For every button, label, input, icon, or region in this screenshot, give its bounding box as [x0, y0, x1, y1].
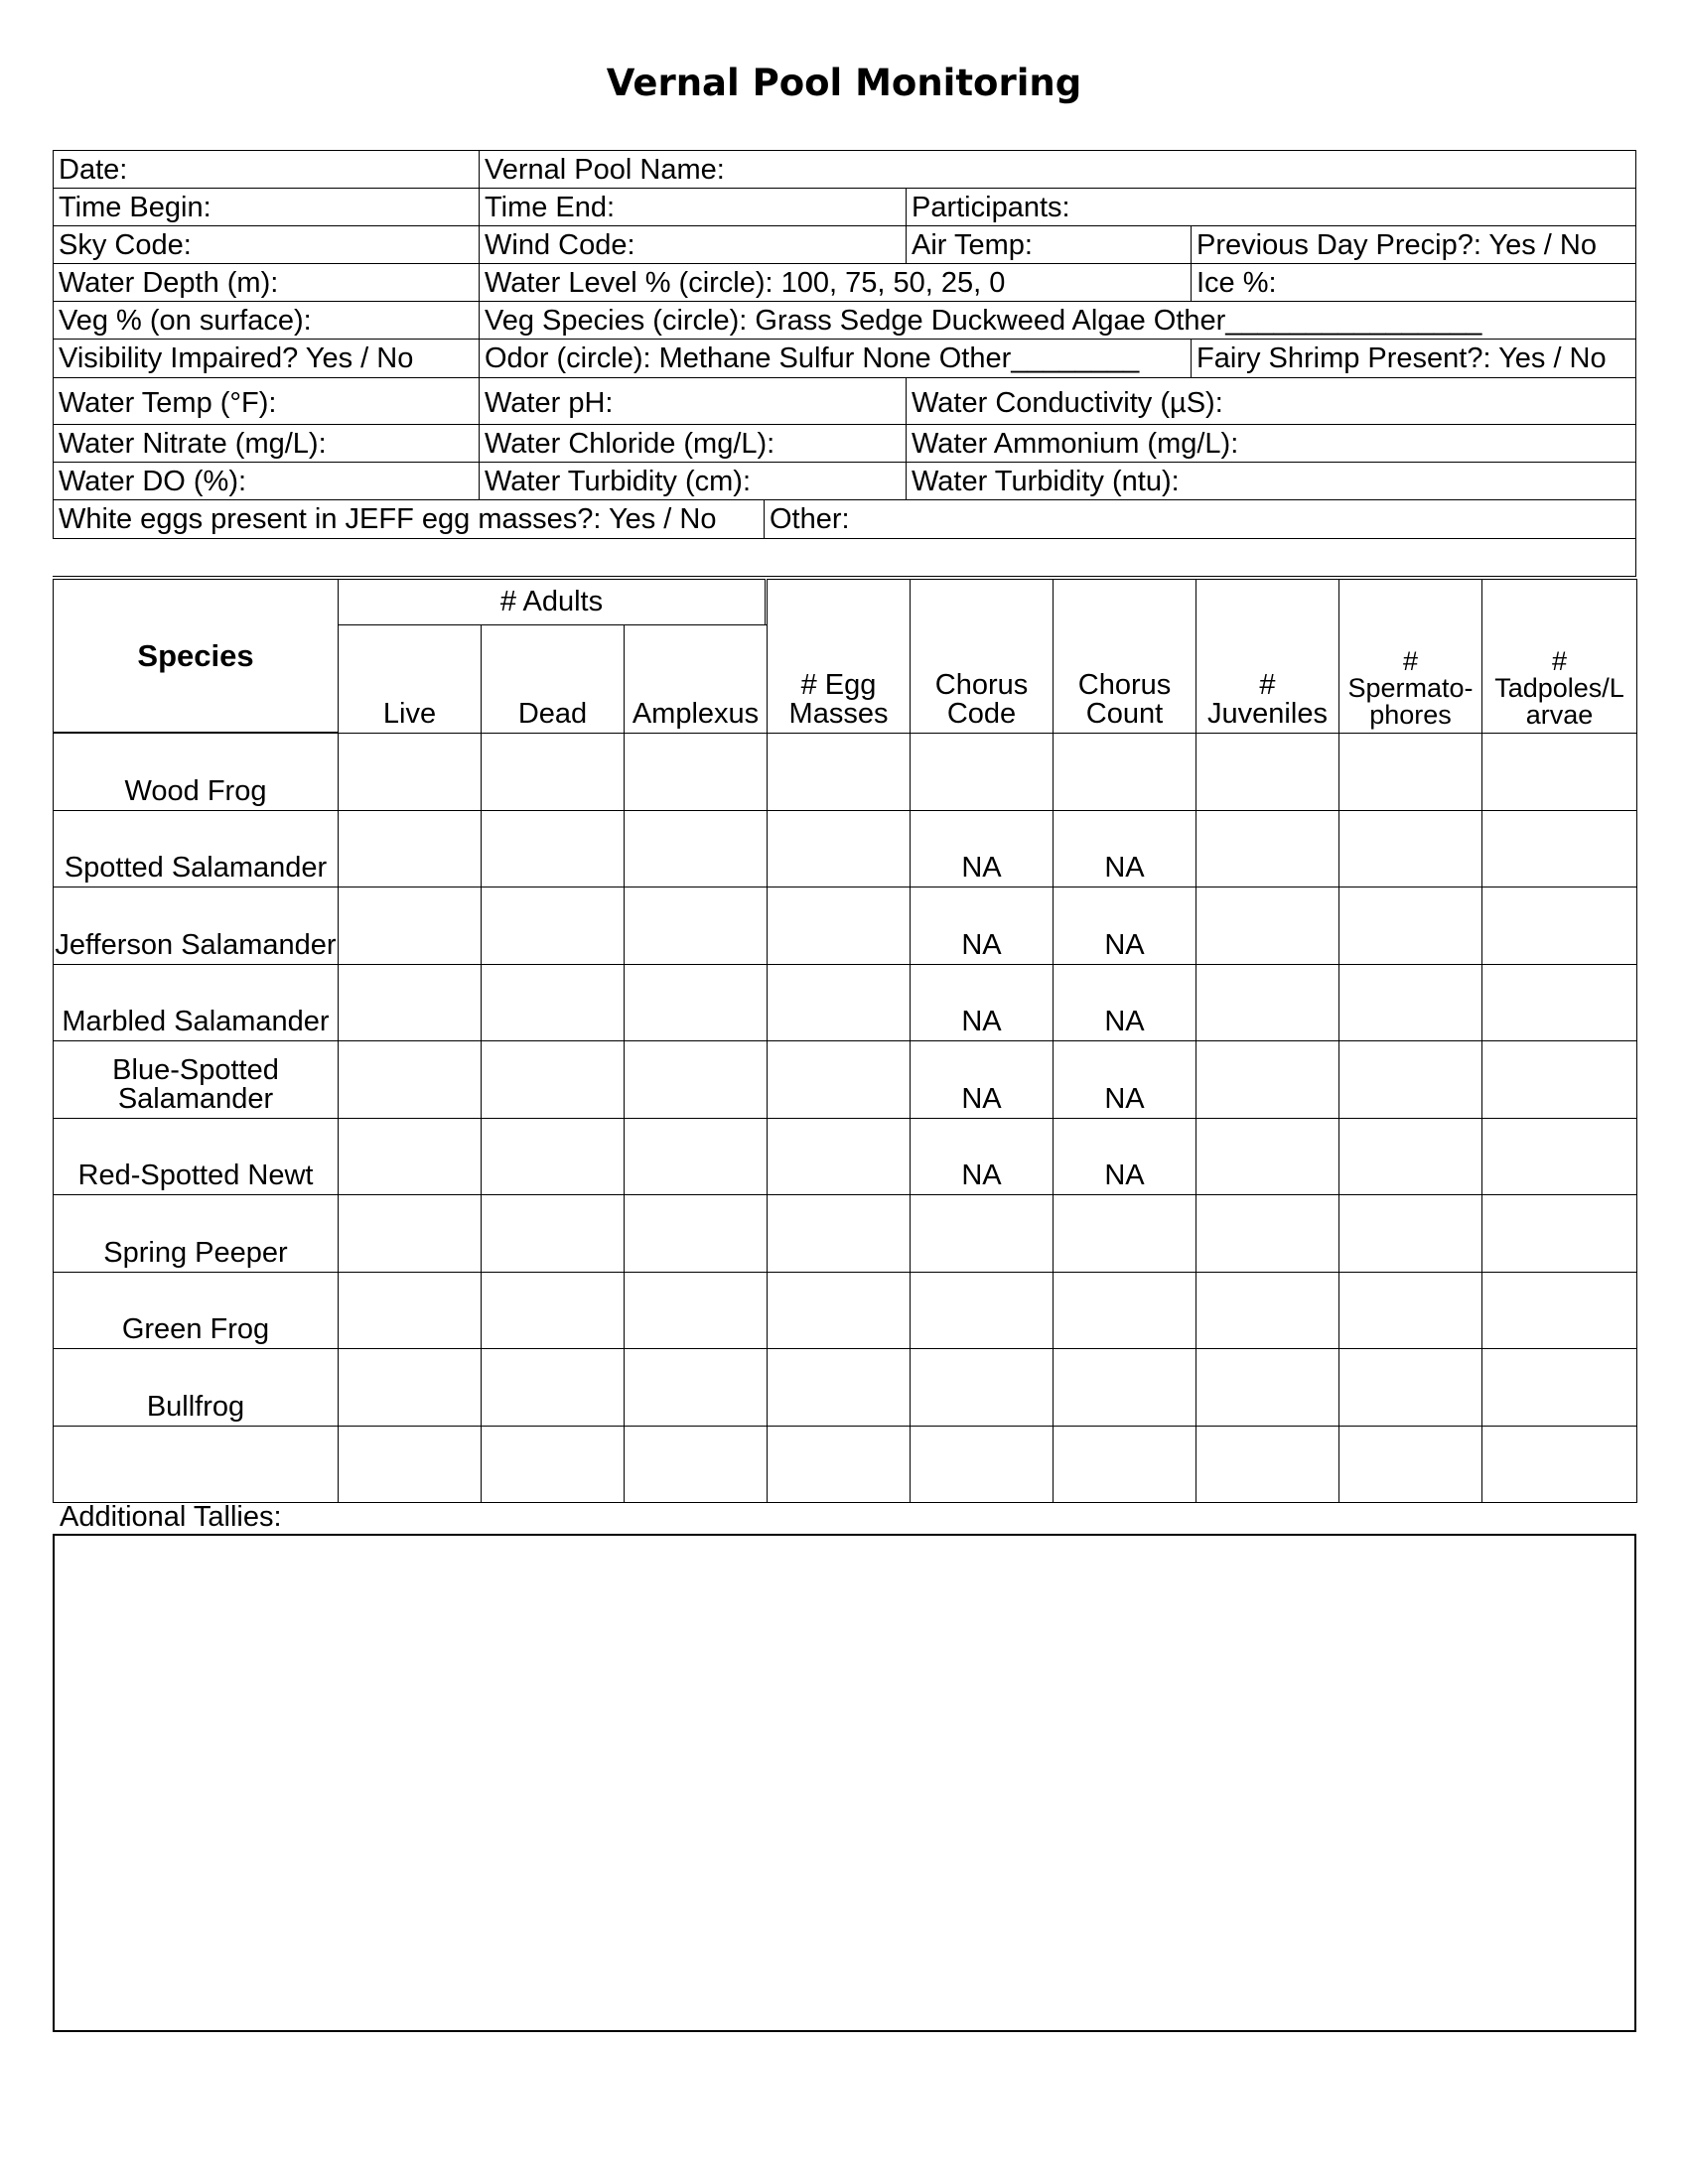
species-name-cell — [53, 733, 339, 811]
tally-cell[interactable] — [1053, 1118, 1196, 1196]
tally-cell[interactable] — [481, 1040, 625, 1119]
tally-cell[interactable] — [1338, 1194, 1482, 1273]
tally-cell[interactable] — [338, 1040, 482, 1119]
other-field[interactable]: Other: — [764, 499, 1636, 539]
tally-cell[interactable] — [481, 1118, 625, 1196]
water-level-field[interactable]: Water Level % (circle): 100, 75, 50, 25, 0 — [479, 263, 1192, 302]
na-value: NA — [1104, 1006, 1145, 1037]
blank-row — [53, 538, 1636, 577]
tally-cell[interactable] — [910, 887, 1054, 965]
tally-cell[interactable] — [1338, 887, 1482, 965]
tally-cell[interactable] — [767, 1348, 911, 1427]
species-name: Bullfrog — [146, 1390, 245, 1423]
tally-cell[interactable] — [624, 733, 768, 811]
tally-cell[interactable] — [910, 1040, 1054, 1119]
species-name-cell — [53, 964, 339, 1042]
water-chloride-field[interactable]: Water Chloride (mg/L): — [479, 424, 907, 463]
tally-cell[interactable] — [481, 1272, 625, 1350]
tally-cell[interactable] — [624, 1040, 768, 1119]
tally-cell[interactable] — [624, 810, 768, 888]
tally-cell[interactable] — [910, 1194, 1054, 1273]
column-header-text: Tadpoles/L — [1494, 673, 1624, 703]
tally-cell[interactable] — [767, 1040, 911, 1119]
water-ammonium-field[interactable]: Water Ammonium (mg/L): — [906, 424, 1636, 463]
column-header-text: # — [1259, 669, 1276, 701]
water-turbidity-cm-field[interactable]: Water Turbidity (cm): — [479, 462, 907, 500]
tally-cell[interactable] — [1053, 1348, 1196, 1427]
column-header-text: Masses — [788, 698, 889, 730]
tally-cell[interactable] — [1338, 1272, 1482, 1350]
tally-cell[interactable] — [1481, 1040, 1637, 1119]
tally-cell[interactable] — [338, 1272, 482, 1350]
column-header-text: phores — [1369, 700, 1452, 730]
tally-cell[interactable] — [1196, 1118, 1339, 1196]
column-header — [624, 624, 768, 734]
participants-field[interactable]: Participants: — [906, 188, 1636, 226]
na-value: NA — [1104, 1160, 1145, 1191]
tally-cell[interactable] — [1338, 810, 1482, 888]
tally-cell[interactable] — [1481, 964, 1637, 1042]
veg-percent-field[interactable]: Veg % (on surface): — [53, 301, 480, 340]
tally-cell[interactable] — [1053, 1426, 1196, 1504]
tally-cell[interactable] — [481, 1426, 625, 1504]
tally-cell[interactable] — [624, 1426, 768, 1504]
column-header-text: Juveniles — [1207, 698, 1328, 730]
tally-cell[interactable] — [1196, 1272, 1339, 1350]
tally-cell[interactable] — [1053, 810, 1196, 888]
tally-cell[interactable] — [481, 810, 625, 888]
na-value: NA — [961, 852, 1002, 884]
water-nitrate-field[interactable]: Water Nitrate (mg/L): — [53, 424, 480, 463]
water-turbidity-ntu-field[interactable]: Water Turbidity (ntu): — [906, 462, 1636, 500]
column-header — [910, 579, 1054, 734]
tally-cell[interactable] — [1338, 964, 1482, 1042]
column-header-text: # — [1551, 646, 1568, 676]
tally-cell[interactable] — [481, 964, 625, 1042]
tally-cell[interactable] — [338, 964, 482, 1042]
tally-cell[interactable] — [338, 1194, 482, 1273]
column-header — [338, 624, 482, 734]
tally-cell[interactable] — [1338, 1118, 1482, 1196]
species-name-cell — [53, 1272, 339, 1350]
tally-cell[interactable] — [1196, 1426, 1339, 1504]
tally-cell[interactable] — [1481, 1118, 1637, 1196]
column-header — [1196, 579, 1339, 734]
page-title: Vernal Pool Monitoring — [606, 62, 1082, 104]
date-field[interactable]: Date: — [53, 150, 480, 189]
water-depth-field[interactable]: Water Depth (m): — [53, 263, 480, 302]
tally-cell[interactable] — [338, 1348, 482, 1427]
na-value: NA — [961, 928, 1002, 961]
species-name-cell — [53, 1194, 339, 1273]
tally-cell[interactable] — [1196, 964, 1339, 1042]
species-name: Salamander — [117, 1082, 274, 1115]
tally-cell[interactable] — [910, 1118, 1054, 1196]
column-header — [481, 624, 625, 734]
species-name: Green Frog — [121, 1313, 270, 1345]
species-name: Spring Peeper — [103, 1236, 288, 1269]
tally-cell[interactable] — [624, 1272, 768, 1350]
water-conductivity-field[interactable]: Water Conductivity (µS): — [906, 377, 1636, 425]
tally-cell[interactable] — [767, 1426, 911, 1504]
tally-cell[interactable] — [1338, 1426, 1482, 1504]
column-header-text: Chorus — [1077, 669, 1172, 701]
column-header-text: Spermato- — [1347, 673, 1474, 703]
tally-cell[interactable] — [910, 733, 1054, 811]
tally-cell[interactable] — [767, 1272, 911, 1350]
column-header-text: Code — [946, 698, 1017, 730]
column-header-text: # — [1402, 646, 1419, 676]
tally-cell[interactable] — [624, 1118, 768, 1196]
species-name: Spotted Salamander — [64, 852, 328, 884]
tally-cell[interactable] — [910, 1348, 1054, 1427]
tally-cell[interactable] — [1481, 1272, 1637, 1350]
tally-cell[interactable] — [624, 1348, 768, 1427]
column-header — [1338, 579, 1482, 734]
tally-cell[interactable] — [767, 887, 911, 965]
tally-cell[interactable] — [1338, 1348, 1482, 1427]
odor-field[interactable]: Odor (circle): Methane Sulfur None Other________ — [479, 339, 1192, 378]
species-name-cell — [53, 1348, 339, 1427]
column-header-text: Dead — [517, 698, 588, 730]
tally-cell[interactable] — [1053, 964, 1196, 1042]
species-name-cell — [53, 1426, 339, 1504]
tally-cell[interactable] — [481, 733, 625, 811]
tally-cell[interactable] — [1053, 887, 1196, 965]
column-header-text: Live — [382, 698, 437, 730]
tally-cell[interactable] — [624, 1194, 768, 1273]
tally-cell[interactable] — [338, 810, 482, 888]
tally-cell[interactable] — [1338, 1040, 1482, 1119]
tally-cell[interactable] — [338, 887, 482, 965]
column-header-text: # Egg — [800, 669, 877, 701]
tally-cell[interactable] — [1053, 1272, 1196, 1350]
ice-field[interactable]: Ice %: — [1191, 263, 1636, 302]
tally-cell[interactable] — [910, 810, 1054, 888]
na-value: NA — [961, 1082, 1002, 1115]
adults-header: # Adults — [338, 579, 766, 625]
tally-cell[interactable] — [481, 1194, 625, 1273]
column-header — [1481, 579, 1637, 734]
species-name: Marbled Salamander — [62, 1006, 330, 1037]
tally-cell[interactable] — [910, 964, 1054, 1042]
wind-code-field[interactable]: Wind Code: — [479, 225, 907, 264]
additional-tallies-label: Additional Tallies: — [60, 1501, 282, 1533]
tally-cell[interactable] — [767, 733, 911, 811]
column-header-text: arvae — [1525, 700, 1594, 730]
visibility-impaired-field[interactable]: Visibility Impaired? Yes / No — [53, 339, 480, 378]
tally-cell[interactable] — [910, 1426, 1054, 1504]
species-name-cell — [53, 887, 339, 965]
column-header-text: Amplexus — [632, 698, 760, 730]
tally-cell[interactable] — [1481, 810, 1637, 888]
column-header-text: Count — [1085, 698, 1164, 730]
tally-cell[interactable] — [1053, 1040, 1196, 1119]
column-header — [767, 579, 911, 734]
water-ph-field[interactable]: Water pH: — [479, 377, 907, 425]
tally-cell[interactable] — [1053, 1194, 1196, 1273]
tally-cell[interactable] — [767, 964, 911, 1042]
time-end-field[interactable]: Time End: — [479, 188, 907, 226]
column-header — [1053, 579, 1196, 734]
tally-cell[interactable] — [767, 1118, 911, 1196]
tally-cell[interactable] — [481, 1348, 625, 1427]
column-header-text: Chorus — [934, 669, 1029, 701]
tally-cell[interactable] — [624, 964, 768, 1042]
air-temp-field[interactable]: Air Temp: — [906, 225, 1192, 264]
na-value: NA — [1104, 928, 1145, 961]
tally-cell[interactable] — [338, 733, 482, 811]
tally-cell[interactable] — [1053, 733, 1196, 811]
fairy-shrimp-field[interactable]: Fairy Shrimp Present?: Yes / No — [1191, 339, 1636, 378]
tally-cell[interactable] — [624, 887, 768, 965]
na-value: NA — [961, 1160, 1002, 1191]
tally-cell[interactable] — [1196, 1348, 1339, 1427]
species-name-cell — [53, 1040, 339, 1119]
tally-cell[interactable] — [1481, 887, 1637, 965]
species-header: Species — [53, 579, 339, 733]
na-value: NA — [1104, 1082, 1145, 1115]
time-begin-field[interactable]: Time Begin: — [53, 188, 480, 226]
tally-cell[interactable] — [1481, 1194, 1637, 1273]
tally-cell[interactable] — [910, 1272, 1054, 1350]
tally-cell[interactable] — [338, 1426, 482, 1504]
previous-day-precip-field[interactable]: Previous Day Precip?: Yes / No — [1191, 225, 1636, 264]
veg-species-field[interactable]: Veg Species (circle): Grass Sedge Duckweed Algae Other________________ — [479, 301, 1636, 340]
species-name-cell — [53, 1118, 339, 1196]
na-value: NA — [1104, 852, 1145, 884]
tally-cell[interactable] — [767, 1194, 911, 1273]
species-name: Red-Spotted Newt — [77, 1160, 314, 1191]
tally-cell[interactable] — [481, 887, 625, 965]
water-do-field[interactable]: Water DO (%): — [53, 462, 480, 500]
na-value: NA — [961, 1006, 1002, 1037]
sky-code-field[interactable]: Sky Code: — [53, 225, 480, 264]
white-eggs-field[interactable]: White eggs present in JEFF egg masses?: Yes / No — [53, 499, 765, 539]
tally-cell[interactable] — [767, 810, 911, 888]
tally-cell[interactable] — [338, 1118, 482, 1196]
water-temp-field[interactable]: Water Temp (°F): — [53, 377, 480, 425]
tally-cell[interactable] — [1196, 733, 1339, 811]
species-name-cell — [53, 810, 339, 888]
tally-cell[interactable] — [1338, 733, 1482, 811]
tally-cell[interactable] — [1196, 887, 1339, 965]
tally-cell[interactable] — [1196, 1194, 1339, 1273]
tally-cell[interactable] — [1481, 733, 1637, 811]
additional-tallies-box[interactable] — [53, 1534, 1636, 2032]
tally-cell[interactable] — [1481, 1426, 1637, 1504]
species-name: Blue-Spotted — [112, 1053, 279, 1086]
tally-cell[interactable] — [1481, 1348, 1637, 1427]
tally-cell[interactable] — [1196, 810, 1339, 888]
species-name: Wood Frog — [124, 774, 267, 807]
tally-cell[interactable] — [1196, 1040, 1339, 1119]
species-name: Jefferson Salamander — [55, 928, 337, 961]
pool-name-field[interactable]: Vernal Pool Name: — [479, 150, 1636, 189]
